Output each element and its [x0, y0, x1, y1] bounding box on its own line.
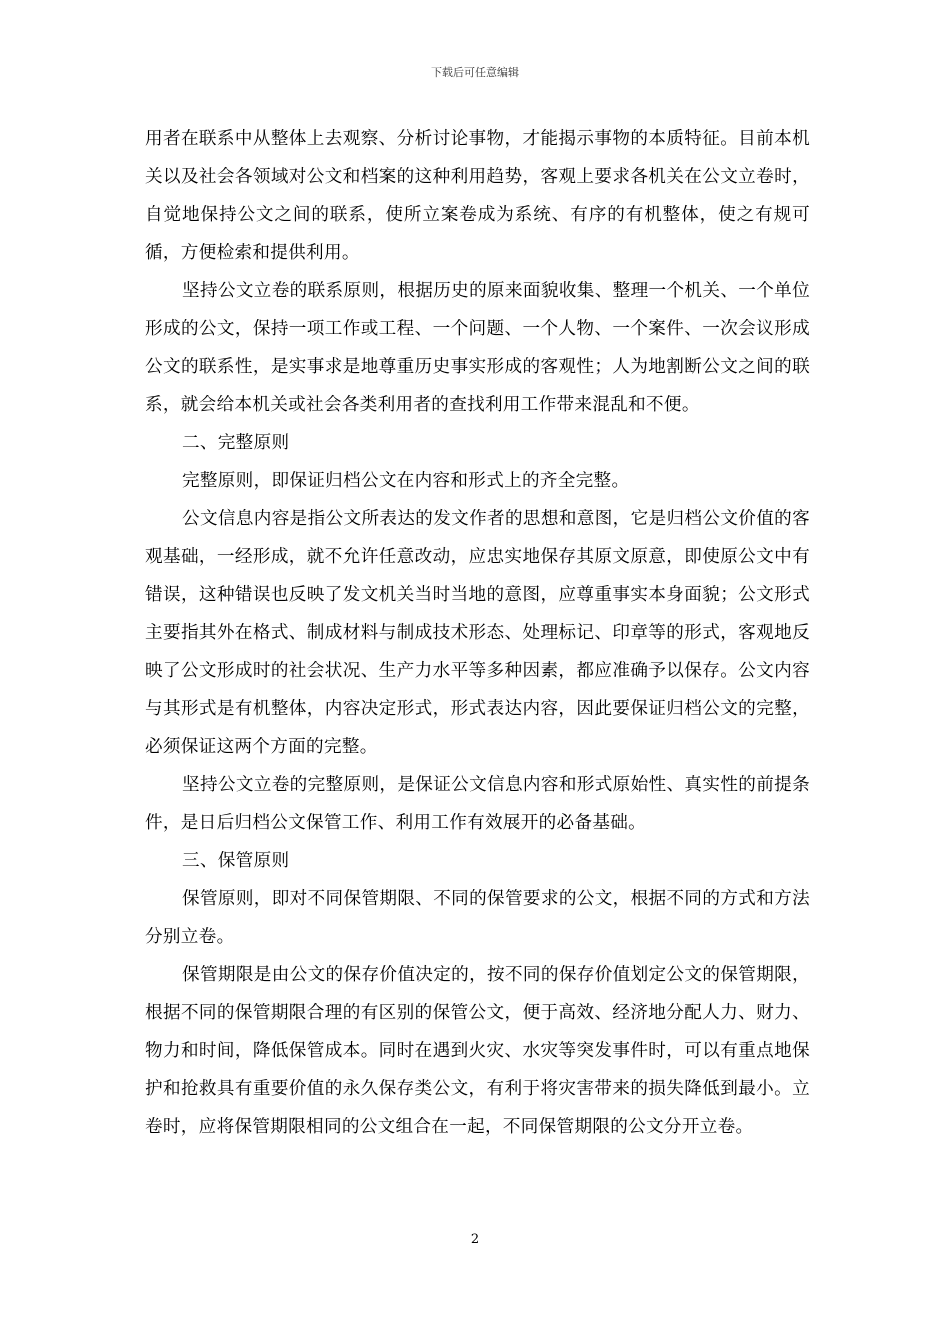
paragraph-preservation-definition: 保管原则，即对不同保管期限、不同的保管要求的公文，根据不同的方式和方法分别立卷。 — [145, 889, 810, 947]
paragraph-completeness-significance: 坚持公文立卷的完整原则，是保证公文信息内容和形式原始性、真实性的前提条件，是日后归档公文保管工作、利用工作有效展开的必备基础。 — [145, 775, 810, 833]
page-number: 2 — [470, 1232, 480, 1247]
paragraph-completeness-detail: 公文信息内容是指公文所表达的发文作者的思想和意图，它是归档公文价值的客观基础，一经形成，就不允许任意改动，应忠实地保存其原文原意，即使原公文中有错误，这种错误也反映了发文机关当时当地的意图，应尊重事实本身面貌；公文形式主要指其外在格式、制成材料与制成技术形态、处理标记、印章等的形式，客观地反映了公文形成时的社会状况、生产力水平等多种因素，都应准确予以保存。公文内容与其形式是有机整体，内容决定形式，形式表达内容，因此要保证归档公文的完整，必须保证这两个方面的完整。 — [145, 509, 810, 757]
document-body — [145, 120, 810, 1146]
paragraph-completeness-definition: 完整原则，即保证归档公文在内容和形式上的齐全完整。 — [182, 471, 630, 491]
section-heading-preservation: 三、保管原则 — [182, 851, 290, 871]
paragraph-continued: 用者在联系中从整体上去观察、分析讨论事物，才能揭示事物的本质特征。目前本机关以及社会各领域对公文和档案的这种利用趋势，客观上要求各机关在公文立卷时，自觉地保持公文之间的联系，使所立案卷成为系统、有序的有机整体，使之有规可循，方便检索和提供利用。 — [145, 129, 810, 263]
paragraph-preservation-detail: 保管期限是由公文的保存价值决定的，按不同的保存价值划定公文的保管期限，根据不同的保管期限合理的有区别的保管公文，便于高效、经济地分配人力、财力、物力和时间，降低保管成本。同时在遇到火灾、水灾等突发事件时，可以有重点地保护和抢救具有重要价值的永久保存类公文，有利于将灾害带来的损失降低到最小。立卷时，应将保管期限相同的公文组合在一起，不同保管期限的公文分开立卷。 — [145, 965, 810, 1137]
page-header: 下载后可任意编辑 — [431, 66, 519, 79]
section-heading-completeness: 二、完整原则 — [182, 433, 290, 453]
paragraph-linkage-principle: 坚持公文立卷的联系原则，根据历史的原来面貌收集、整理一个机关、一个单位形成的公文，保持一项工作或工程、一个问题、一个人物、一个案件、一次会议形成公文的联系性，是实事求是地尊重历史事实形成的客观性；人为地割断公文之间的联系，就会给本机关或社会各类利用者的查找利用工作带来混乱和不便。 — [145, 281, 810, 415]
